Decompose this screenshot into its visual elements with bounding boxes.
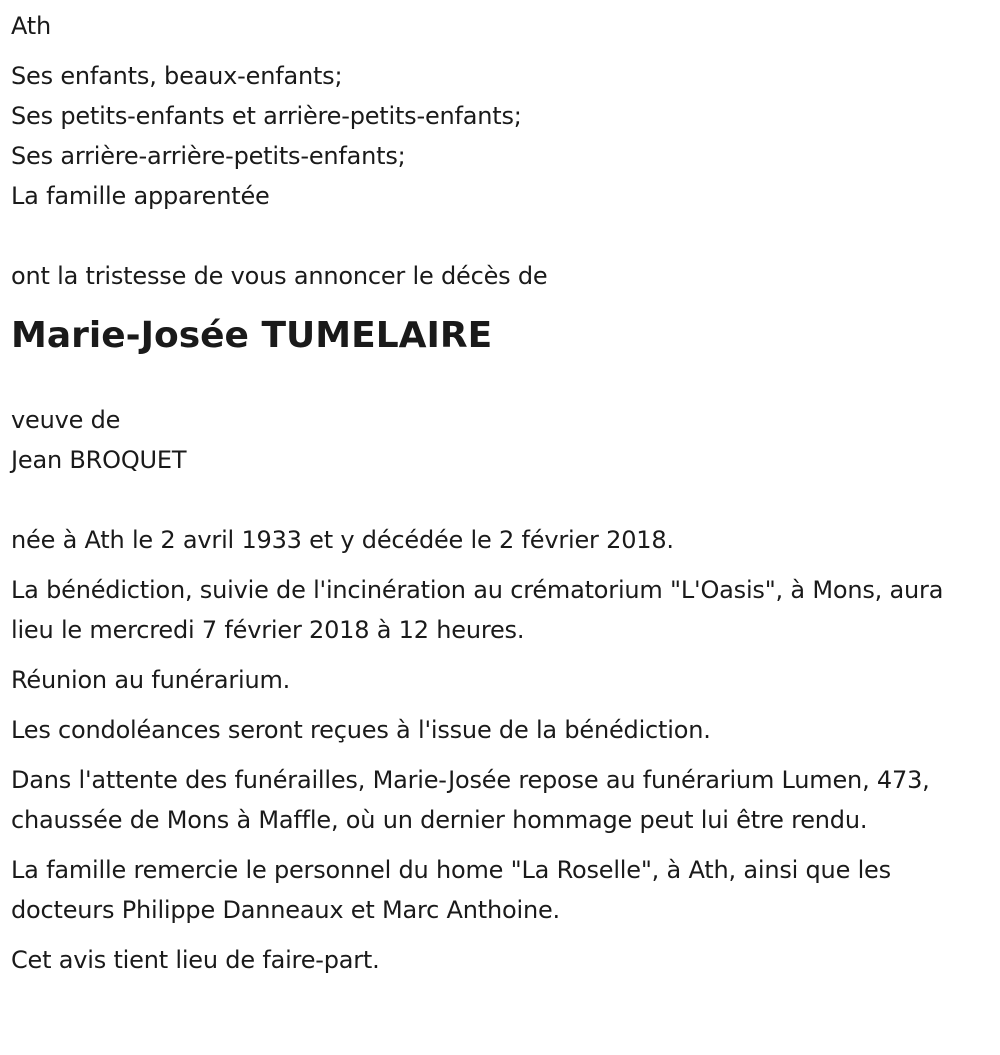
family-line: Ses arrière-arrière-petits-enfants;: [11, 142, 406, 170]
condolences-paragraph: Les condoléances seront reçues à l'issue de la bénédiction.: [11, 716, 711, 744]
family-line: Ses petits-enfants et arrière-petits-enfants;: [11, 102, 522, 130]
funerarium-paragraph: Dans l'attente des funérailles, Marie-Josée repose au funérarium Lumen, 473, chaussée de Mons à Maffle, où un dernier hommage peut lui être rendu.: [11, 766, 930, 834]
ceremony-paragraph: La bénédiction, suivie de l'incinération au crématorium "L'Oasis", à Mons, aura lieu le mercredi 7 février 2018 à 12 heures.: [11, 576, 944, 644]
reunion-paragraph: Réunion au funérarium.: [11, 666, 291, 694]
family-line: Ses enfants, beaux-enfants;: [11, 62, 343, 90]
deceased-name: Marie-Josée TUMELAIRE: [11, 315, 493, 356]
death-notice: [11, 0, 993, 980]
spouse-name: Jean BROQUET: [11, 446, 187, 474]
town-name: Ath: [11, 12, 52, 40]
family-line: La famille apparentée: [11, 182, 270, 210]
widow-of-label: veuve de: [11, 406, 121, 434]
announcement-text: ont la tristesse de vous annoncer le décès de: [11, 262, 548, 290]
birth-death-paragraph: née à Ath le 2 avril 1933 et y décédée le 2 février 2018.: [11, 526, 674, 554]
thanks-paragraph: La famille remercie le personnel du home "La Roselle", à Ath, ainsi que les docteurs Philippe Danneaux et Marc Anthoine.: [11, 856, 891, 924]
faire-part-paragraph: Cet avis tient lieu de faire-part.: [11, 946, 380, 974]
